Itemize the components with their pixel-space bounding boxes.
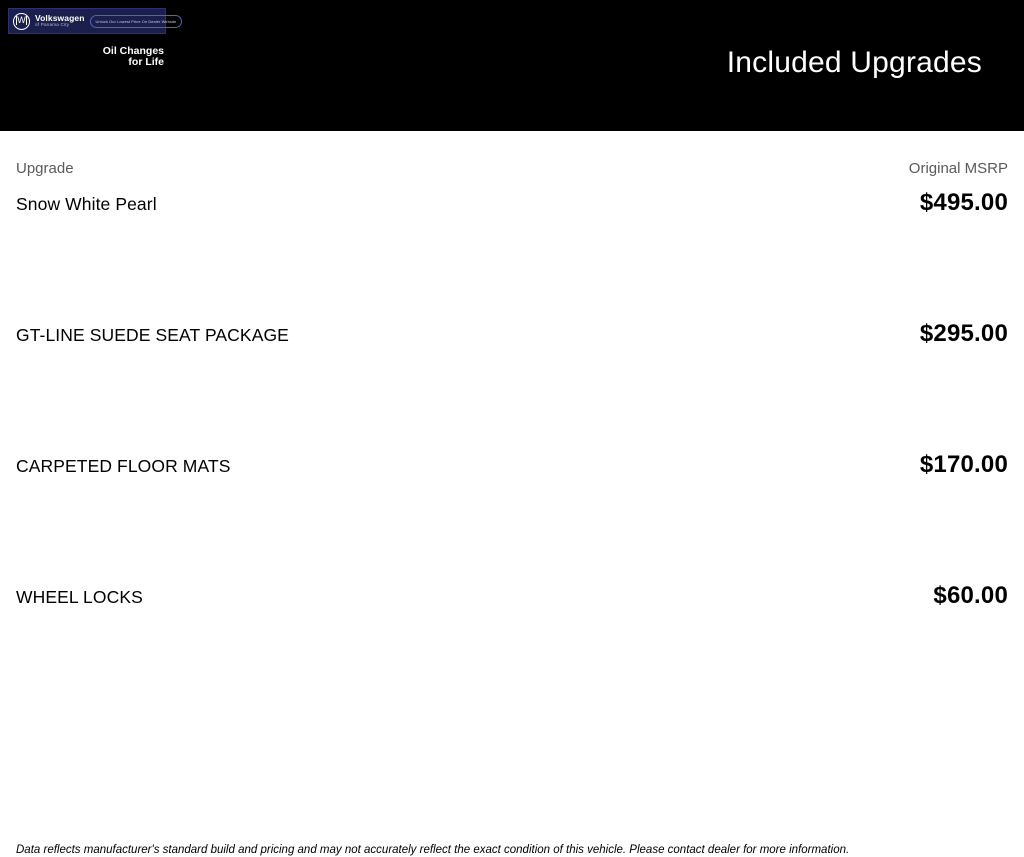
disclaimer-text: Data reflects manufacturer's standard build and pricing and may not accurately reflect the exact condition of this vehicle. Please contact dealer for more information. [16,844,850,856]
upgrade-price: $495.00 [919,189,1008,216]
upgrade-price: $60.00 [933,582,1008,609]
oil-changes-tagline [8,46,166,68]
table-row [16,320,1008,451]
oil-changes-tagline-line1: Oil Changes [102,45,164,57]
table-row [16,582,1008,713]
column-header-msrp: Original MSRP [908,160,1008,177]
table-column-headers [16,131,1008,177]
dealer-brand-bar[interactable] [8,8,177,34]
upgrades-section [0,131,1024,856]
table-row [16,189,1008,320]
upgrade-name: CARPETED FLOOR MATS [16,456,231,476]
upgrade-name: Snow White Pearl [16,194,157,214]
upgrade-price: $170.00 [919,451,1008,478]
unlock-price-button[interactable]: Unlock Our Lowest Price On Dealer Website [90,15,183,28]
dealer-brand-names [35,14,85,28]
upgrades-list [16,189,1008,713]
oil-changes-tagline-line2: for Life [128,56,164,68]
upgrade-name: GT-LINE SUEDE SEAT PACKAGE [16,325,289,345]
dealer-brand-subtitle: of Panama City [35,22,70,28]
page-title: Included Upgrades [726,46,982,79]
page-header [0,0,1024,131]
dealer-brand-name: Volkswagen [35,12,85,23]
column-header-upgrade: Upgrade [16,160,74,177]
upgrade-price: $295.00 [919,320,1008,347]
upgrade-name: WHEEL LOCKS [16,587,143,607]
table-row [16,451,1008,582]
dealer-brand-block[interactable] [8,8,177,68]
volkswagen-logo-icon [13,13,30,30]
